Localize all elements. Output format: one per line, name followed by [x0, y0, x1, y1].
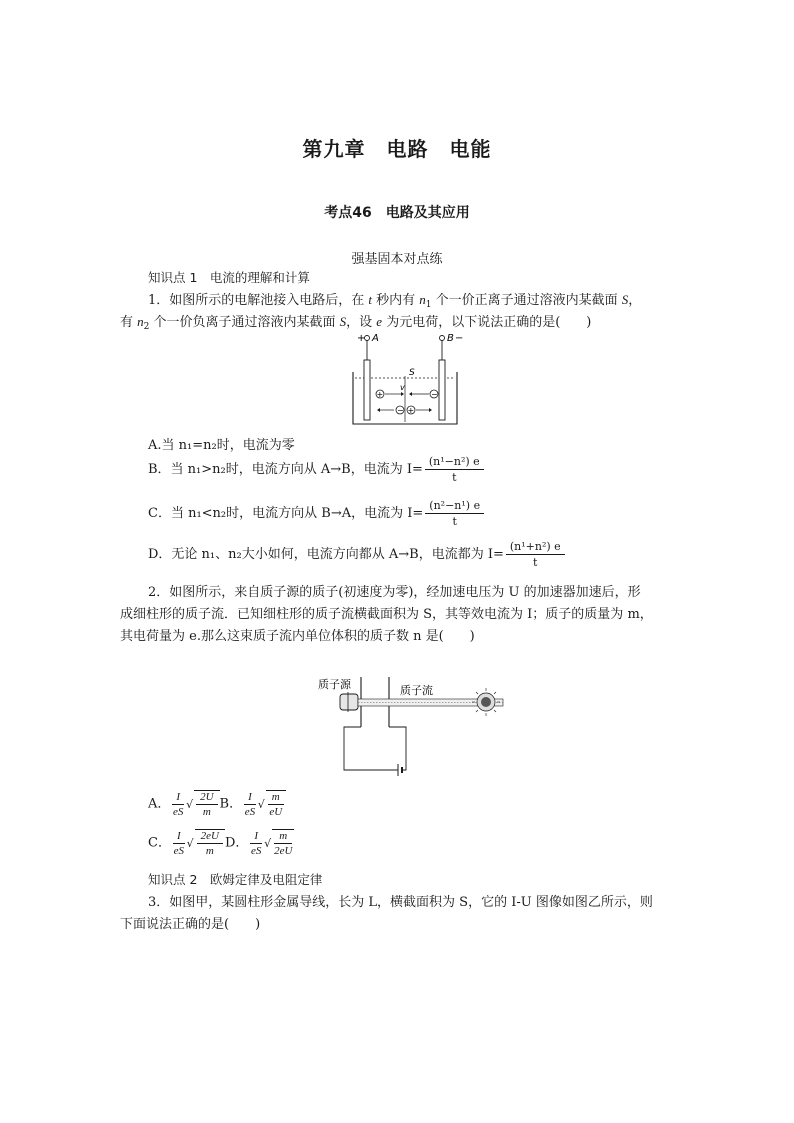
fraction-numerator: I: [244, 791, 256, 805]
option-b-fraction: [425, 455, 484, 484]
q1-option-c: [148, 499, 486, 528]
fig-label-v: v: [400, 383, 405, 392]
radicand-denominator: m: [202, 806, 211, 818]
option-a-sqrt: √ $\frac{2U}{m}$: [186, 790, 219, 818]
svg-text:−: −: [397, 406, 404, 415]
option-a-label: A．: [148, 796, 171, 812]
option-c-label: C．: [148, 835, 171, 851]
option-c-sqrt: √ $\frac{2eU}{m}$: [187, 829, 225, 857]
q1-var-e: e: [376, 314, 383, 329]
q1-line-2: [120, 311, 591, 332]
electrolysis-cell-figure: [345, 330, 475, 430]
fig-label-s: S: [409, 368, 415, 378]
q1-var-n: n: [419, 292, 426, 307]
fig-label-a: A: [372, 333, 379, 344]
q1-line-1: [148, 289, 641, 310]
option-d-coefficient: [250, 830, 262, 857]
chapter-title: 第九章 电路 电能: [302, 137, 492, 161]
circuit-wire-right: [389, 727, 406, 770]
q2-line-3: 其电荷量为 e.那么这束质子流内单位体积的质子数 n 是( ): [120, 629, 475, 644]
q3-line-1: 3．如图甲，某圆柱形金属导线，长为 L，横截面积为 S，它的 I-U 图像如图乙所示，则: [148, 895, 653, 910]
fraction-numerator: (n²−n¹) e: [425, 499, 484, 514]
fig-minus-sign: −: [455, 333, 464, 344]
q2-options-row-1: [148, 790, 286, 818]
option-b-sqrt: √ $\frac{m}{eU}$: [258, 790, 286, 818]
knowledge-point-2: 知识点 2 欧姆定律及电阻定律: [148, 872, 323, 887]
radicand-denominator: 2eU: [274, 845, 293, 857]
q1-var-S: S: [621, 292, 629, 307]
q1-var-S: S: [339, 314, 347, 329]
option-d-sqrt: √ $\frac{m}{2eU}$: [264, 830, 293, 857]
svg-text:−: −: [431, 390, 438, 399]
knowledge-point-1: 知识点 1 电流的理解和计算: [148, 270, 310, 285]
fig-label-b: B: [447, 333, 454, 344]
fraction-denominator: t: [452, 515, 457, 528]
q1-text: ，设: [346, 315, 377, 330]
radicand-numerator: m: [268, 791, 284, 805]
fraction-denominator: eS: [173, 805, 184, 818]
q2-line-1: 2．如图所示，来自质子源的质子(初速度为零)，经加速电压为 U 的加速器加速后，形: [148, 585, 641, 600]
q1-text: 个一价正离子通过溶液内某截面: [431, 293, 622, 308]
option-b-text: B．当 n₁>n₂时，电流方向从 A→B，电流为 I=: [148, 462, 423, 477]
q1-text: 1．如图所示的电解池接入电路后，在: [148, 293, 369, 308]
radicand-numerator: 2U: [196, 791, 217, 805]
q1-subscript: 2: [143, 322, 150, 332]
q1-text: 为元电荷，以下说法正确的是( ): [382, 315, 592, 330]
fraction-denominator: eS: [244, 805, 256, 818]
electrode-a: [364, 360, 370, 420]
option-c-text: C．当 n₁<n₂时，电流方向从 B→A，电流为 I=: [148, 506, 424, 521]
option-b-coefficient: [244, 791, 256, 818]
q1-text: ，: [628, 293, 642, 308]
fraction-denominator: eS: [251, 844, 262, 857]
section-title: 考点46 电路及其应用: [324, 205, 470, 221]
q1-var-t: t: [368, 292, 373, 307]
fraction-numerator: I: [172, 791, 184, 805]
q2-options-row-2: [148, 829, 294, 857]
svg-text:+: +: [407, 406, 415, 415]
option-b-label: B．: [219, 796, 243, 812]
circuit-wire-left: [344, 727, 398, 770]
q1-text: 秒内有: [372, 293, 420, 308]
q1-subscript: 1: [425, 300, 432, 310]
proton-source: [340, 694, 358, 710]
option-d-label: D．: [224, 835, 249, 851]
fraction-denominator: t: [533, 556, 538, 569]
q1-option-d: [148, 540, 567, 569]
terminal-b: [440, 336, 445, 341]
fraction-numerator: (n¹+n²) e: [506, 540, 565, 555]
option-c-coefficient: [173, 830, 185, 857]
proton-source-label: 质子源: [318, 678, 351, 691]
electrode-b: [439, 360, 445, 420]
q2-line-2: 成细柱形的质子流．已知细柱形的质子流横截面积为 S，其等效电流为 I；质子的质量为 m，: [120, 607, 653, 622]
fraction-numerator: (n¹−n²) e: [425, 455, 484, 470]
q1-var-n: n: [137, 314, 144, 329]
proton-beam-label: 质子流: [400, 684, 433, 697]
radicand-numerator: 2eU: [197, 830, 223, 844]
option-c-fraction: [425, 499, 484, 528]
fraction-denominator: t: [452, 471, 457, 484]
radicand-numerator: m: [274, 830, 292, 844]
radicand-denominator: eU: [269, 806, 283, 818]
q1-option-b: [148, 455, 486, 484]
option-a-coefficient: [172, 791, 184, 818]
practice-heading: 强基固本对点练: [351, 252, 443, 267]
q1-option-a: A.当 n₁=n₂时，电流为零: [148, 438, 295, 453]
svg-text:+: +: [376, 390, 384, 399]
option-d-text: D．无论 n₁、n₂大小如何，电流方向都从 A→B，电流都为 I=: [148, 547, 504, 562]
q3-line-2: 下面说法正确的是( ): [120, 917, 261, 932]
q1-text: 个一价负离子通过溶液内某截面: [149, 315, 340, 330]
fraction-denominator: eS: [173, 844, 184, 857]
fig-plus-sign: +: [357, 333, 366, 344]
proton-beam-figure: [316, 672, 511, 778]
q1-text: 有: [120, 315, 138, 330]
option-d-fraction: [506, 540, 565, 569]
fraction-numerator: I: [250, 830, 262, 844]
fraction-numerator: I: [173, 830, 185, 844]
radicand-denominator: m: [205, 845, 214, 857]
